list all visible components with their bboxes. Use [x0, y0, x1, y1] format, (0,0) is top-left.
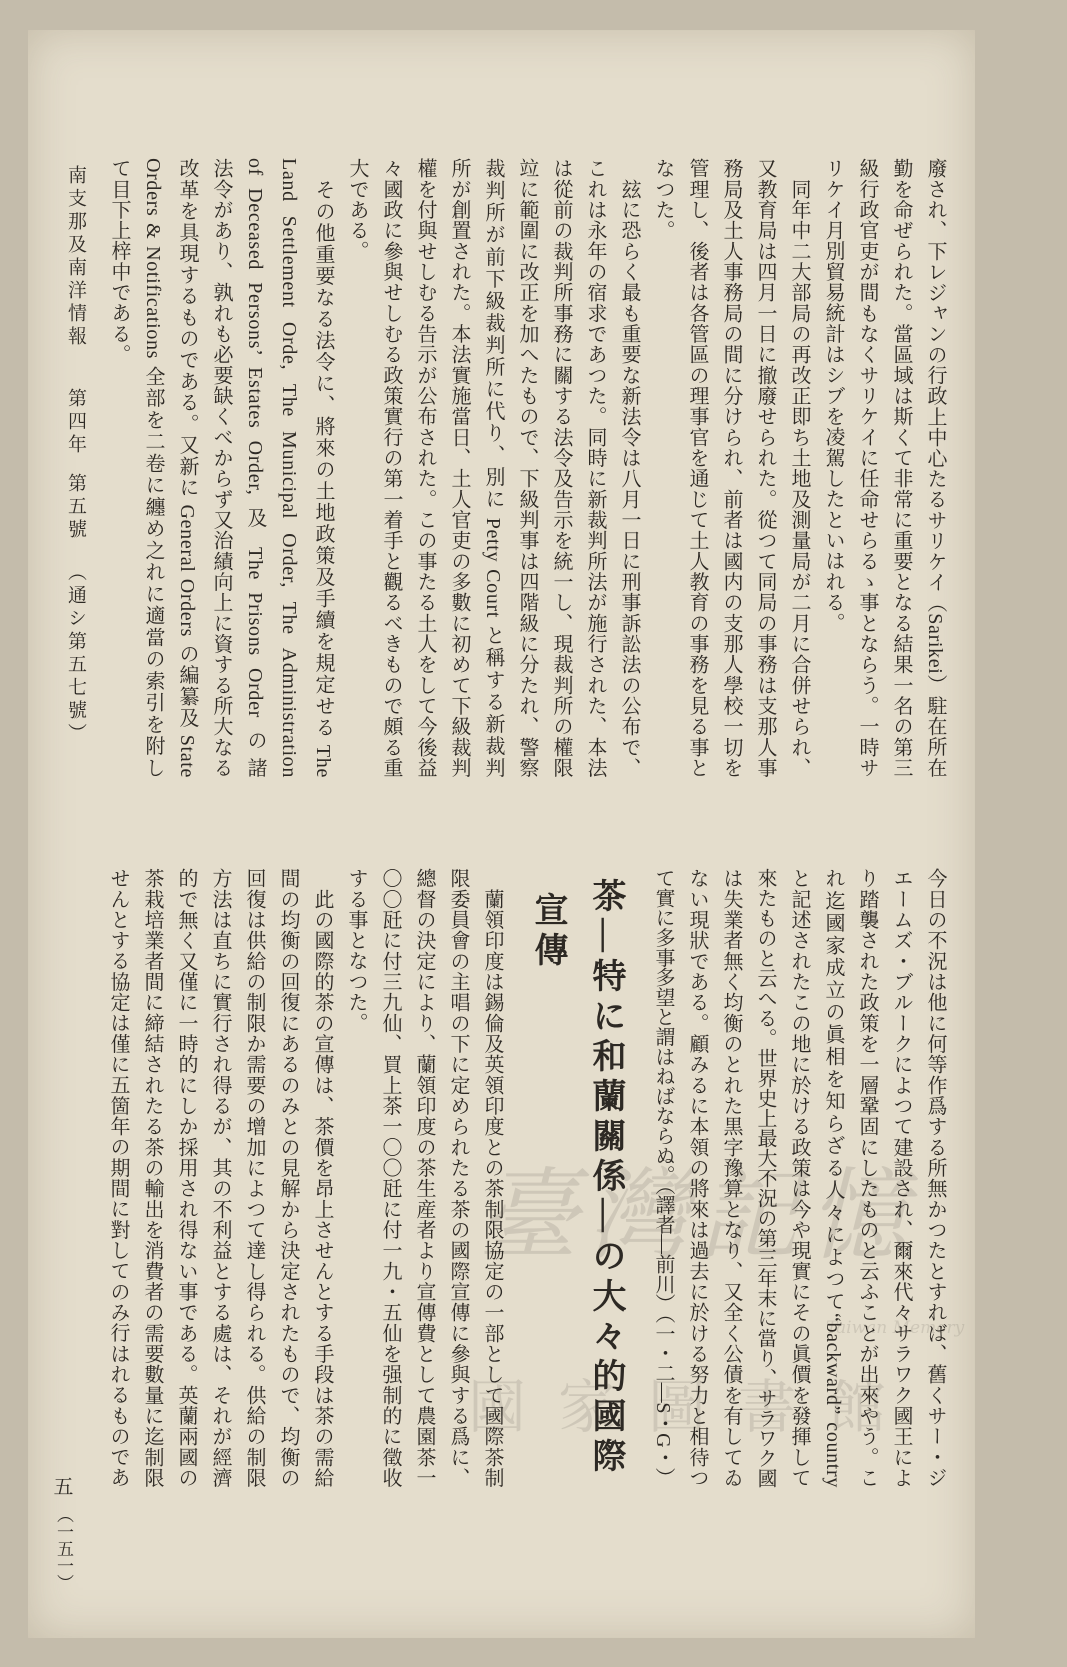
tea-article-title-line: 茶―特に和蘭關係―の大々的國際	[587, 878, 624, 1478]
upper-article-column	[748, 158, 782, 778]
conclusion-column	[884, 868, 918, 1488]
upper-article-column	[782, 158, 816, 778]
upper-article-line: Orders & Notifications 全部を二卷に纏め之れに適當の索引を附し	[142, 158, 164, 778]
upper-article-line: て目下上梓中である。	[108, 158, 130, 365]
tea-article-line: 回復は供給の制限か需要の增加によつて達し得られる。供給の制限	[243, 868, 265, 1488]
upper-article-column	[374, 158, 408, 778]
tea-article-line: 總督の決定により、蘭領印度の茶生産者より宣傳費として農園茶一	[413, 868, 435, 1488]
upper-article-line: 改革を具現するものである。又新に General Orders の編纂及 State	[176, 158, 198, 778]
tea-article-column	[407, 868, 441, 1488]
upper-article-line: Land Settlement Orde, The Municipal Order, The Administration	[278, 158, 300, 778]
conclusion-column	[850, 868, 884, 1488]
conclusion-column	[748, 868, 782, 1488]
upper-article-column	[884, 158, 918, 778]
upper-article-line: なつた。	[652, 158, 674, 241]
tea-article-line: せんとする協定は僅に五箇年の期間に對してのみ行はれるものであ	[107, 868, 129, 1488]
tea-article-line: 的で無く又僅に一時的にしか採用され得ない事である。英蘭兩國の	[175, 868, 197, 1488]
conclusion-line: れ迄國家成立の眞相を知らざる人々によつて“backward” country	[822, 868, 844, 1488]
conclusion-block	[646, 868, 952, 1488]
tea-article-column	[203, 868, 237, 1488]
tea-article-line: 茶栽培業者間に締結されたる茶の輸出を消費者の需要數量に迄制限	[141, 868, 163, 1488]
conclusion-column	[680, 868, 714, 1488]
conclusion-line: エームズ・ブルークによつて建設され、爾來代々サラワク國王によ	[890, 868, 912, 1488]
conclusion-line: て實に多事多望と謂はねばならぬ。（譯者―前川）（一・二―S・G・）	[652, 868, 674, 1487]
tea-article-column	[305, 868, 339, 1488]
upper-article-block	[102, 158, 952, 778]
tea-article-line: 蘭領印度は錫倫及英領印度との茶制限協定の一部として國際茶制	[481, 868, 503, 1488]
tea-article-line: する事となつた。	[345, 868, 367, 1034]
tea-article-column	[271, 868, 305, 1488]
tea-article-column	[237, 868, 271, 1488]
upper-article-line: その他重要なる法令に、將來の土地政策及手續を規定せる The	[312, 158, 334, 778]
tea-article-line: 間の均衡の回復にあるのみとの見解から決定されたもので、均衡の	[277, 868, 299, 1488]
upper-article-column	[306, 158, 340, 778]
upper-article-line: 廢され、下レジャンの行政上中心たるサリケイ（Sarikei）駐在所在	[924, 158, 946, 778]
upper-article-line: は從前の裁判所事務に關する法令及告示を統一し、現裁判所の權限	[550, 158, 572, 778]
upper-article-column	[816, 158, 850, 778]
upper-article-line: 裁判所が前下級裁判所に代り、別に Petty Court と稱する新裁判	[482, 158, 504, 778]
upper-article-column	[918, 158, 952, 778]
upper-article-line: 大である。	[346, 158, 368, 262]
conclusion-column	[782, 868, 816, 1488]
upper-article-column	[340, 158, 374, 778]
upper-article-column	[170, 158, 204, 778]
conclusion-column	[816, 868, 850, 1488]
conclusion-column	[646, 868, 680, 1488]
upper-article-line: 々國政に參與せしむる政策實行の第一着手と觀るべきもので頗る重	[380, 158, 402, 778]
watermark-institution: 國家圖書館	[468, 1373, 919, 1441]
upper-article-line: 管理し、後者は各管區の理事官を通じて土人教育の事務を見る事と	[686, 158, 708, 778]
conclusion-column	[918, 868, 952, 1488]
tea-article-column	[373, 868, 407, 1488]
tea-article-column	[441, 868, 475, 1488]
upper-article-line: 勤を命ぜられた。當區域は斯くて非常に重要となる結果一名の第三	[890, 158, 912, 778]
upper-article-line: 竝に範圍に改正を加へたもので、下級判事は四階級に分たれ、警察	[516, 158, 538, 778]
conclusion-line: と記述されたこの地に於ける政策は今や現實にその眞價を發揮して	[788, 868, 810, 1488]
tea-article-column	[135, 868, 169, 1488]
upper-article-column	[646, 158, 680, 778]
tea-article-title	[518, 878, 634, 1498]
upper-article-column	[102, 158, 136, 778]
upper-article-column	[476, 158, 510, 778]
footer-serial-number: （通シ第五七號）	[65, 562, 86, 746]
upper-article-column	[238, 158, 272, 778]
tea-article-line: 限委員會の主唱の下に定められたる茶の國際宣傳に參與する爲に、	[447, 868, 469, 1488]
upper-article-column	[272, 158, 306, 778]
upper-article-line: of Deceased Persons’ Estates Order, 及 The Prisons Order の諸	[244, 158, 266, 778]
footer-issue-number: 第五號	[65, 473, 86, 542]
conclusion-line: 來たものと云へる。世界史上最大不況の第三年末に當り、サラワク國	[754, 868, 776, 1488]
conclusion-line: り踏襲された政策を一層鞏固にしたものと云ふことが出來やう。こ	[856, 868, 878, 1488]
conclusion-line: ない現狀である。顧みるに本領の將來は過去に於ける努力と相待つ	[686, 868, 708, 1488]
upper-article-line: 又教育局は四月一日に撤廢せられた。從つて同局の事務は支那人事	[754, 158, 776, 778]
upper-article-column	[544, 158, 578, 778]
upper-article-line: 法令があり、孰れも必要缺くべからず又治績向上に資する所大なる	[210, 158, 232, 778]
upper-article-line: これは永年の宿求であつた。同時に新裁判所法が施行された、本法	[584, 158, 606, 778]
footer-volume-year: 第四年	[65, 388, 86, 457]
watermark-logo-latin: Taiwan Memory	[826, 1318, 965, 1338]
upper-article-column	[680, 158, 714, 778]
upper-article-column	[442, 158, 476, 778]
upper-article-line: 玆に恐らく最も重要な新法令は八月一日に刑事訴訟法の公布で、	[618, 158, 640, 778]
conclusion-column	[714, 868, 748, 1488]
tea-article-column	[339, 868, 373, 1488]
upper-article-line: 同年中二大部局の再改正即ち土地及測量局が二月に合併せられ、	[788, 158, 810, 778]
conclusion-line: 今日の不況は他に何等作爲する所無かつたとすれば、舊くサー・ジ	[924, 868, 946, 1488]
conclusion-line: は失業者無く均衡のとれた黒字豫算となり、又全く公債を有してゐ	[720, 868, 742, 1488]
upper-article-column	[850, 158, 884, 778]
footer-journal-name: 南支那及南洋情報	[65, 165, 86, 349]
tea-article-block	[101, 868, 509, 1488]
upper-article-column	[714, 158, 748, 778]
watermark-logo-script: 臺灣記憶	[478, 1157, 918, 1274]
tea-article-column	[101, 868, 135, 1488]
upper-article-line: 級行政官吏が間もなくサリケイに任命せらるゝ事とならう。一時サ	[856, 158, 878, 778]
tea-article-column	[169, 868, 203, 1488]
upper-article-column	[204, 158, 238, 778]
upper-article-line: 所が創置された。本法實施當日、土人官吏の多數に初めて下級裁判	[448, 158, 470, 778]
upper-article-column	[510, 158, 544, 778]
upper-article-line: 務局及土人事務局の間に分けられ、前者は國内の支那人學校一切を	[720, 158, 742, 778]
page-number: 五	[50, 1476, 72, 1496]
tea-article-line: 〇〇瓩に付三九仙、買上茶一〇〇瓩に付一九・五仙を强制的に徵收	[379, 868, 401, 1488]
upper-article-column	[612, 158, 646, 778]
serial-page-number: （一五一）	[54, 1506, 73, 1591]
upper-article-line: リケイ月別貿易統計はシブを凌駕したといはれる。	[822, 158, 844, 634]
tea-article-line: 此の國際的茶の宣傳は、茶價を昂上させんとする手段は茶の需給	[311, 868, 333, 1488]
tea-article-title-line: 宣傳	[529, 892, 566, 972]
upper-article-column	[578, 158, 612, 778]
upper-article-column	[136, 158, 170, 778]
upper-article-line: 權を付與せしむる告示が公布された。この事たる土人をして今後益	[414, 158, 436, 778]
tea-article-column	[475, 868, 509, 1488]
upper-article-column	[408, 158, 442, 778]
tea-article-line: 方法は直ちに實行され得るが、其の不利益とする處は、それが經濟	[209, 868, 231, 1488]
